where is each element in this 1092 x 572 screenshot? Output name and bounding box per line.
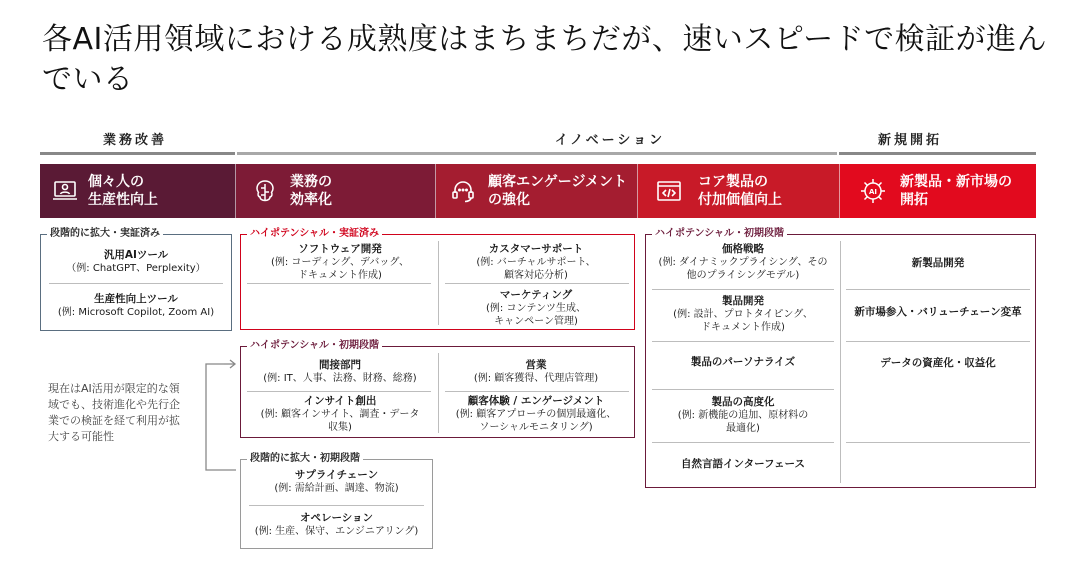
band-customer-engagement-label [488,173,627,209]
page-title: 各AI活用領域における成熟度はまちまちだが、速いスピードで検証が進んでいる [42,22,1048,97]
item-desc: (例: ダイナミックプライシング、その 他のプライシングモデル) [658,257,828,281]
band-label-text: 個々人の 生産性向上 [88,174,158,208]
gradual-early-box [240,453,433,549]
category-innovation-line [237,152,837,155]
high-potential-early-box-label: ハイポテンシャル・初期段階 [247,339,382,353]
item-desc: (例: 生産、保守、エンジニアリング) [254,526,419,537]
person-laptop-icon [50,176,80,206]
list-item [650,396,836,435]
svg-text:AI: AI [868,188,878,196]
area-band [40,164,1036,218]
list-item [650,356,836,369]
item-desc: (例: Microsoft Copilot, Zoom AI) [57,307,215,318]
item-title: インサイト創出 [303,395,377,407]
item-title: 価格戦略 [722,243,764,255]
item-title: カスタマーサポート [488,243,584,255]
item-title: 顧客体験 / エンゲージメント [467,395,605,407]
list-item [245,359,435,385]
item-desc: (例: 需給計画、調達、物流) [274,483,399,494]
item-desc: (例: 顧客獲得、代理店管理) [473,373,599,384]
list-item [844,257,1032,270]
category-new-business: 新規開拓 [877,133,942,148]
category-new-business-line [839,152,1036,155]
divider [247,283,431,284]
item-title: 新市場参入・バリューチェーン変革 [854,306,1022,318]
divider [438,353,439,433]
divider [846,341,1030,342]
category-innovation: イノベーション [554,133,666,148]
list-item [441,243,631,282]
item-desc: (例: コンテンツ生成、 キャンペーン管理) [486,303,586,327]
band-operational-efficiency-label [290,173,332,209]
item-desc: (例: 顧客アプローチの個別最適化、 ソーシャルモニタリング) [455,409,617,433]
list-item [245,469,428,495]
list-item [844,306,1032,319]
item-desc: (例: バーチャルサポート、 顧客対応分析) [476,257,596,281]
band-label-text: 顧客エンゲージメント の強化 [488,174,628,208]
band-new-market [840,164,1036,218]
divider [846,442,1030,443]
item-title: データの資産化・収益化 [880,357,996,369]
list-item [245,512,428,538]
item-title: サプライチェーン [294,469,379,481]
divider [249,505,424,506]
bracket-arrow-icon [200,356,240,476]
band-new-market-label [900,173,1012,209]
ai-gear-icon [858,176,888,206]
divider [652,341,834,342]
band-core-product-value-label [698,173,782,209]
divider [445,391,629,392]
list-item [45,293,227,319]
right-high-potential-early-box [645,228,1036,488]
headset-icon [448,176,478,206]
list-item [441,289,631,328]
item-desc: (例: コーディング、デバッグ、 ドキュメント作成) [270,257,410,281]
item-title: 新製品開発 [911,257,965,269]
item-desc: (例: 設計、プロトタイピング、 ドキュメント作成) [673,309,813,333]
list-item [650,295,836,334]
item-title: 製品の高度化 [711,396,775,408]
band-label-text: 業務の 効率化 [290,174,332,208]
divider [438,241,439,325]
band-core-product-value [638,164,840,218]
band-label-text: コア製品の 付加価値向上 [698,174,782,208]
list-item [45,249,227,275]
band-personal-productivity-label [88,173,158,209]
item-title: マーケティング [499,289,573,301]
list-item [245,395,435,434]
personal-tools-box-label: 段階的に拡大・実証済み [47,227,163,241]
item-title: 間接部門 [319,359,361,371]
divider [49,283,223,284]
divider [840,241,841,483]
item-desc: (例: 新機能の追加、原材料の 最適化) [677,410,809,434]
list-item [245,243,435,282]
item-title: 汎用AIツール [103,249,169,261]
divider [652,442,834,443]
divider [846,289,1030,290]
list-item [844,357,1032,370]
list-item [650,243,836,282]
band-personal-productivity [40,164,236,218]
divider [652,389,834,390]
list-item [441,395,631,434]
item-title: ソフトウェア開発 [298,243,382,255]
item-title: 製品開発 [722,295,764,307]
divider [652,289,834,290]
item-desc: (例: 顧客インサイト、調査・データ 収集) [260,409,420,433]
high-potential-early-box [240,340,635,438]
expansion-note: 現在はAI活用が限定的な領域でも、技術進化や先行企業での検証を経て利用が拡大する可能性 [48,382,180,443]
code-window-icon [654,176,684,206]
band-customer-engagement [436,164,638,218]
divider [445,283,629,284]
list-item [650,458,836,471]
list-item [441,359,631,385]
item-title: 製品のパーソナライズ [690,356,796,368]
personal-tools-box [40,228,232,331]
high-potential-proven-box [240,228,635,330]
brain-circuit-icon [250,176,280,206]
divider [247,391,431,392]
high-potential-proven-box-label: ハイポテンシャル・実証済み [247,227,382,241]
item-title: 生産性向上ツール [94,293,178,305]
band-label-text: 新製品・新市場の 開拓 [900,174,1012,208]
category-improvement: 業務改善 [102,133,167,148]
category-improvement-line [40,152,235,155]
item-title: オペレーション [299,512,374,524]
right-high-potential-early-box-label: ハイポテンシャル・初期段階 [652,227,787,241]
item-desc: (例: IT、人事、法務、財務、総務) [263,373,417,384]
band-operational-efficiency [236,164,436,218]
gradual-early-box-label: 段階的に拡大・初期段階 [247,452,363,466]
item-title: 営業 [525,359,547,371]
item-desc: （例: ChatGPT、Perplexity） [66,263,206,274]
item-title: 自然言語インターフェース [680,458,805,470]
